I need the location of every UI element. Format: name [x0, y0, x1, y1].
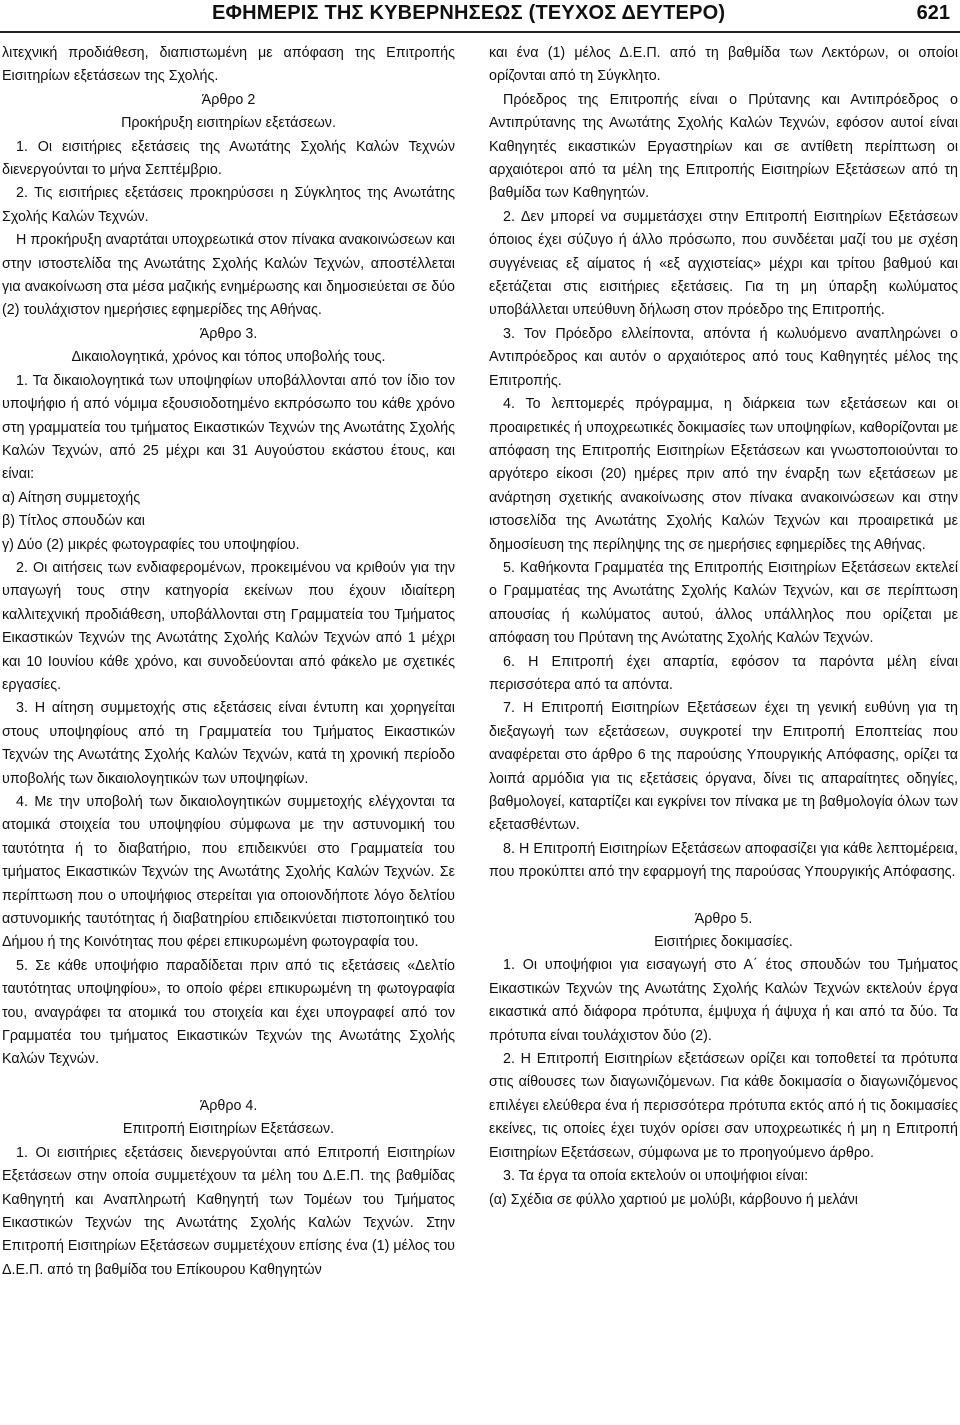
right-column: [489, 42, 958, 1212]
paragraph: 3. Τα έργα τα οποία εκτελούν οι υποψήφιοι είναι:: [503, 1168, 809, 1185]
paragraph: 2. Οι αιτήσεις των ενδιαφερομένων, προκειμένου να κριθούν για την υπαγωγή τους στην κατηγορία εκείνων που έχουν ιδιαίτερη καλλιτεχνική προδιάθεση, υποβάλλονται στη Γραμματεία του Τμήματος Εικαστικών Τεχνών της Ανωτάτης Σχολής Καλών Τεχνών από 1 μέχρι και 10 Ιουνίου κάθε χρόνο, και συνοδεύονται από φάκελο με σχετικές εργασίες.: [2, 559, 455, 693]
article-5-title: Άρθρο 5.: [694, 910, 753, 927]
paragraph: 2. Η Επιτροπή Εισιτηρίων εξετάσεων ορίζει και τοποθετεί τα πρότυπα στις αίθουσες των διαγωνιζόμενων. Για κάθε δοκιμασία ο διαγωνιζόμενος επιλέγει ελεύθερα ένα ή περισσότερα πρότυπα εκτός από ή τις δοκιμασίες εκείνες, τις οποίες έχει τυχόν ορίσει σαν υποχρεωτικές ή μη η Επιτροπή Εισιτηρίων Εξετάσεων, σύμφωνα με το προηγούμενο άρθρο.: [489, 1051, 958, 1161]
paragraph: 4. Με την υποβολή των δικαιολογητικών συμμετοχής ελέγχονται τα ατομικά στοιχεία του υποψηφίου σύμφωνα με την αστυνομική του ταυτότητα ή το διαβατήριο, που επιδεικνύει στο Γραμματεία του τμήματος Εικαστικών Τεχνών της Ανωτάτης Σχολής Καλών Τεχνών. Σε περίπτωση που ο υποψήφιος στερείται για οποιονδήποτε λόγο δελτίου αστυνομικής ταυτότητας ή διαβατηρίου επιδεικνύεται πιστοποιητικό του Δήμου ή της Κοινότητας που φέρει επικυρωμένη φωτογραφία του.: [2, 794, 455, 951]
paragraph: 1. Τα δικαιολογητικά των υποψηφίων υποβάλλονται από τον ίδιο τον υποψήφιο ή από νόμιμα εξουσιοδοτημένο εκπρόσωπο του κάθε χρόνο στη γραμματεία του τμήματος Εικαστικών Τεχνών της Ανωτάτης Σχολής Καλών Τεχνών, από 25 μέχρι και 31 Αυγούστου εκάστου έτους, και είναι:: [2, 372, 455, 483]
paragraph: 2. Τις εισιτήριες εξετάσεις προκηρύσσει η Σύγκλητος της Ανωτάτης Σχολής Καλών Τεχνών.: [2, 185, 455, 225]
paragraph: 5. Καθήκοντα Γραμματέα της Επιτροπής Εισιτηρίων Εξετάσεων εκτελεί ο Γραμματέας της Ανωτάτης Σχολής Καλών Τεχνών, και σε περίπτωση απουσίας ή κωλύματος αυτού, άλλος υπάλληλος που ορίζεται με απόφαση του Πρύτανη της Ανώτατης Σχολής Καλών Τεχνών.: [489, 559, 958, 647]
list-item: γ) Δύο (2) μικρές φωτογραφίες του υποψηφίου.: [2, 536, 300, 553]
article-5-subtitle: Εισιτήριες δοκιμασίες.: [654, 934, 793, 951]
paragraph: 8. Η Επιτροπή Εισιτηρίων Εξετάσεων αποφασίζει για κάθε λεπτομέρεια, που προκύπτει από την εφαρμογή της παρούσας Υπουργικής Απόφασης.: [489, 840, 958, 881]
list-item: α) Αίτηση συμμετοχής: [2, 489, 141, 506]
paragraph: Πρόεδρος της Επιτροπής είναι ο Πρύτανης και Αντιπρόεδρος ο Αντιπρύτανης της Ανωτάτης Σχολής Καλών Τεχνών, εφόσον αυτοί είναι Καθηγητές εικαστικών Εργαστηρίων και σε αντίθετη περίπτωση οι αρχαιότεροι από τα μέλη της Επιτροπής Εισιτηρίων Εξετάσεων από τη βαθμίδα των Καθηγητών.: [489, 91, 958, 202]
paragraph: λιτεχνική προδιάθεση, διαπιστωμένη με απόφαση της Επιτροπής Εισιτηρίων εξετάσεων της Σχολής.: [2, 45, 455, 85]
article-4-subtitle: Επιτροπή Εισιτηρίων Εξετάσεων.: [122, 1121, 335, 1138]
article-3-title: Άρθρο 3.: [199, 325, 258, 342]
paragraph: 7. Η Επιτροπή Εισιτηρίων Εξετάσεων έχει τη γενική ευθύνη για τη διεξαγωγή των εξετάσεων, συγκροτεί την Επιτροπή Εποπτείας που αναφέρεται στο άρθρο 6 της παρούσης Υπουργικής Απόφασης, ορίζει τα λοιπά αρμόδια για τις εξετάσεις όργανα, δίνει τις απαραίτητες οδηγίες, βαθμολογεί, καταρτίζει και εγκρίνει τον πίνακα με τη βαθμολογία όλων των εξετασθέντων.: [489, 700, 958, 834]
paragraph: 5. Σε κάθε υποψήφιο παραδίδεται πριν από τις εξετάσεις «Δελτίο ταυτότητας υποψηφίου», το οποίο φέρει επικυρωμένη τη φωτογραφία του, αναγράφει τα ατομικά του στοιχεία και έχει υπογραφεί από τον Γραμματέα του τμήματος Εικαστικών Τεχνών της Ανωτάτης Σχολής Καλών Τεχνών.: [2, 957, 455, 1068]
publication-title: ΕΦΗΜΕΡΙΣ ΤΗΣ ΚΥΒΕΡΝΗΣΕΩΣ (ΤΕΥΧΟΣ ΔΕΥΤΕΡΟ): [212, 2, 726, 24]
paragraph: 6. Η Επιτροπή έχει απαρτία, εφόσον τα παρόντα μέλη είναι περισσότερα από τα απόντα.: [489, 653, 958, 693]
left-column: [2, 42, 455, 1282]
paragraph: 3. Η αίτηση συμμετοχής στις εξετάσεις είναι έντυπη και χορηγείται στους υποψηφίους από τη Γραμματεία του Τμήματος Εικαστικών Τεχνών της Ανωτάτης Σχολής Καλών Τεχνών, κατά τη χρονική περίοδο υποβολής των δικαιολογητικών των υποψηφίων.: [2, 700, 455, 787]
article-3-subtitle: Δικαιολογητικά, χρόνος και τόπος υποβολής τους.: [71, 349, 386, 366]
article-2-title: Άρθρο 2: [201, 91, 256, 108]
header-rule: [0, 31, 960, 33]
paragraph: Η προκήρυξη αναρτάται υποχρεωτικά στον πίνακα ανακοινώσεων και στην ιστοστελίδα της Ανωτάτης Σχολής Καλών Τεχνών, αποστέλλεται για ανακοίνωση στα μέσα μαζικής ενημέρωσης και δημοσιεύεται σε δύο (2) τουλάχιστον ημερήσιες εφημερίδες της Αθήνας.: [2, 232, 455, 319]
list-item: β) Τίτλος σπουδών και: [2, 513, 145, 530]
article-2-subtitle: Προκήρυξη εισιτηρίων εξετάσεων.: [121, 115, 336, 132]
list-item: (α) Σχέδια σε φύλλο χαρτιού με μολύβι, κάρβουνο ή μελάνι: [489, 1191, 858, 1208]
page-number: 621: [916, 2, 950, 24]
paragraph: 4. Το λεπτομερές πρόγραμμα, η διάρκεια των εξετάσεων και οι προαιρετικές ή υποχρεωτικές δοκιμασίες των υποψηφίων, καθορίζονται με απόφαση της Επιτροπής Εισιτηρίων Εξετάσεων και γνωστοποιούνται το αργότερο είκοσι (20) ημέρες πριν από την έναρξη των εξετάσεων με ανάρτηση σχετικής ανακοίνωσης στον πίνακα ανακοινώσεων και στην ιστοσελίδα της Ανωτάτης Σχολής Καλών Τεχνών και προαιρετικά με δημοσίευση της περίληψης της σε ημερήσιες εφημερίδες της Αθήνας.: [489, 396, 958, 553]
paragraph: 1. Οι εισιτήριες εξετάσεις διενεργούνται από Επιτροπή Εισιτηρίων Εξετάσεων στην οποία συμμετέχουν τα μέλη του Δ.Ε.Π. της βαθμίδας Καθηγητή και Αναπληρωτή Καθηγητή των Τομέων του Τμήματος Εικαστικών Τεχνών της Ανωτάτης Σχολής Καλών Τεχνών. Στην Επιτροπή Εισιτηρίων Εξετάσεων συμμετέχουν επίσης ένα (1) μέλος του Δ.Ε.Π. από τη βαθμίδα του Επίκουρου Καθηγητών: [2, 1144, 455, 1278]
paragraph: 3. Τον Πρόεδρο ελλείποντα, απόντα ή κωλυόμενο αναπληρώνει ο Αντιπρόεδρος και αυτόν ο αρχαιότερος από τους Καθηγητές μέλος της Επιτροπής.: [489, 325, 958, 389]
article-4-title: Άρθρο 4.: [199, 1097, 258, 1114]
paragraph: 2. Δεν μπορεί να συμμετάσχει στην Επιτροπή Εισιτηρίων Εξετάσεων όποιος έχει σύζυγο ή άλλο πρόσωπο, που συνδέεται μαζί του με σχέση συγγένειας εξ αίματος ή «εξ αγχιστείας» μέχρι και τρίτου βαθμού και εξετάζεται στις εισιτήριες εξετάσεις. Για τη μη ύπαρξη κωλύματος υποβάλλεται υπεύθυνη δήλωση στον πρόεδρο της Επιτροπής.: [489, 208, 958, 319]
paragraph: 1. Οι υποψήφιοι για εισαγωγή στο Α΄ έτος σπουδών του Τμήματος Εικαστικών Τεχνών της Ανωτάτης Σχολής Καλών Τεχνών εκτελούν έργα εικαστικά από διάφορα πρότυπα, έμψυχα ή άψυχα ή και από τα δύο. Τα πρότυπα είναι τουλάχιστον δύο (2).: [489, 957, 958, 1044]
page-header: [0, 0, 960, 34]
paragraph: και ένα (1) μέλος Δ.Ε.Π. από τη βαθμίδα των Λεκτόρων, οι οποίοι ορίζονται από τη Σύγκλητο.: [489, 45, 958, 85]
paragraph: 1. Οι εισιτήριες εξετάσεις της Ανωτάτης Σχολής Καλών Τεχνών διενεργούνται το μήνα Σεπτέμβριο.: [2, 138, 455, 179]
